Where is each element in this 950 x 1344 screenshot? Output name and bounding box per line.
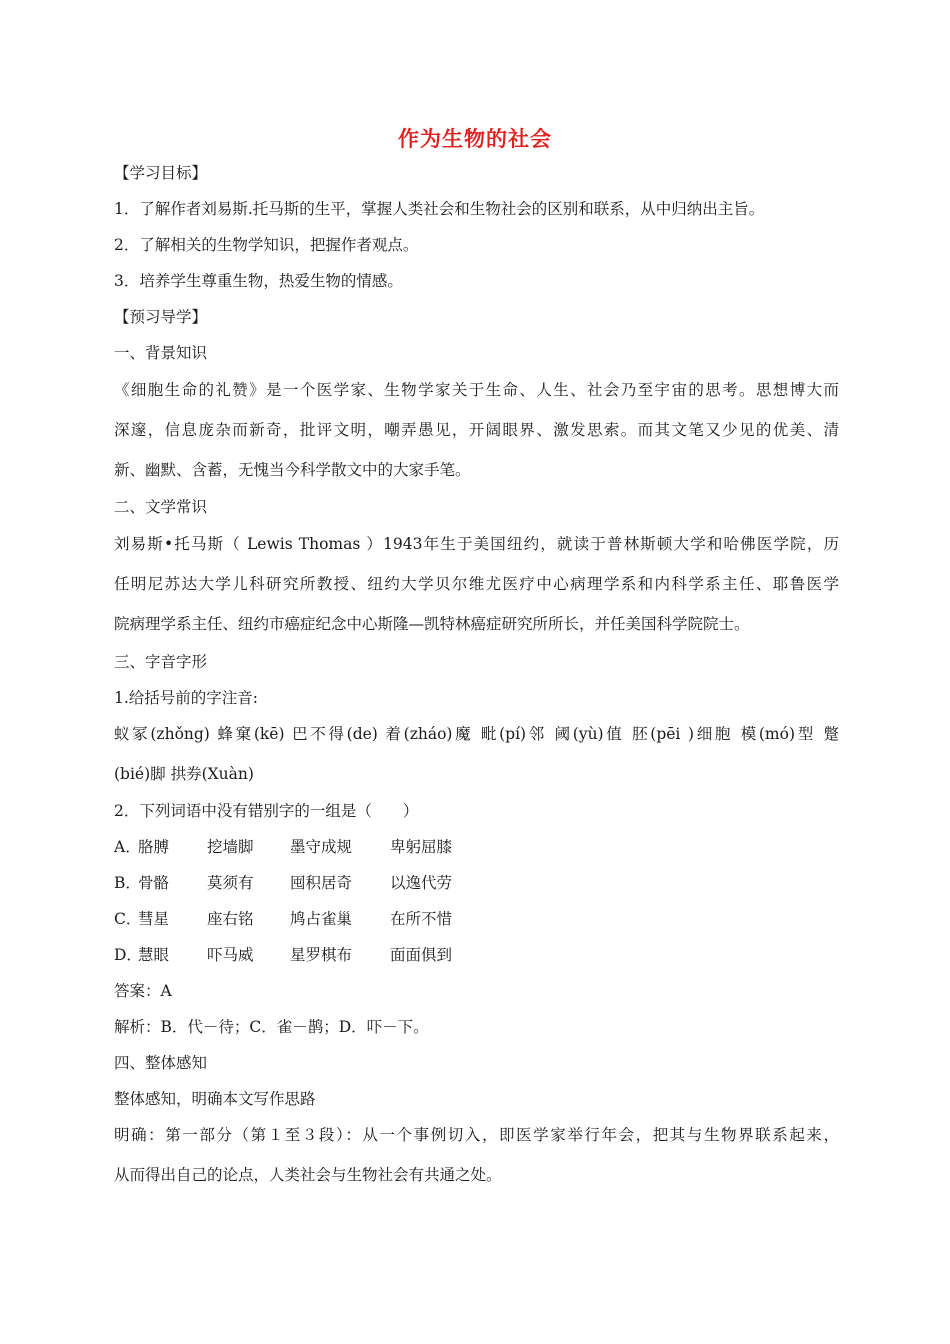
option-word: 彗星 (138, 910, 170, 928)
objective-item: 2．了解相关的生物学知识，把握作者观点。 (114, 236, 419, 254)
literature-paragraph-line: 刘易斯•托马斯（ Lewis Thomas ）1943年生于美国纽约，就读于普林斯顿大学和哈佛医学院，历 (114, 535, 839, 553)
objective-item: 1．了解作者刘易斯.托马斯的生平，掌握人类社会和生物社会的区别和联系，从中归纳出主旨。 (114, 200, 765, 218)
overall-heading: 四、整体感知 (114, 1054, 208, 1072)
option-word: 挖墙脚 (207, 838, 254, 856)
answer-text: 答案：A (114, 982, 172, 1000)
question-1-label: 1.给括号前的字注音: (114, 689, 259, 707)
option-word: 面面俱到 (390, 946, 453, 964)
option-word: 胳膊 (138, 838, 170, 856)
overall-paragraph-line: 从而得出自己的论点，人类社会与生物社会有共通之处。 (114, 1166, 502, 1184)
option-letter: B． (114, 874, 141, 892)
option-word: 骨骼 (138, 874, 170, 892)
option-letter: C． (114, 910, 142, 928)
page-title: 作为生物的社会 (398, 127, 552, 151)
option-letter: D． (114, 946, 142, 964)
background-heading: 一、背景知识 (114, 344, 208, 362)
overall-paragraph-line: 明确：第一部分（第１至３段）：从一个事例切入，即医学家举行年会，把其与生物界联系起来， (114, 1126, 839, 1144)
background-paragraph-line: 《细胞生命的礼赞》是一个医学家、生物学家关于生命、人生、社会乃至宇宙的思考。思想博大而 (114, 381, 839, 399)
option-word: 星罗棋布 (290, 946, 353, 964)
background-paragraph-line: 新、幽默、含蓄，无愧当今科学散文中的大家手笔。 (114, 461, 471, 479)
overall-intro: 整体感知，明确本文写作思路 (114, 1090, 316, 1108)
objective-item: 3．培养学生尊重生物，热爱生物的情感。 (114, 272, 403, 290)
option-letter: A． (114, 838, 141, 856)
literature-paragraph-line: 任明尼苏达大学儿科研究所教授、纽约大学贝尔维尤医疗中心病理学系和内科学系主任、耶鲁医学 (114, 575, 839, 593)
question-2-label: 2．下列词语中没有错别字的一组是（ ） (114, 802, 419, 820)
option-word: 座右铭 (207, 910, 254, 928)
preview-heading: 【预习导学】 (114, 308, 208, 326)
option-word: 墨守成规 (290, 838, 353, 856)
option-word: 在所不惜 (390, 910, 453, 928)
option-word: 以逸代劳 (390, 874, 453, 892)
question-1-line: 蚁冢(zhǒng) 蜂窠(kē) 巴不得(de) 着(zháo)魔 毗(pí)邻 阈(yù)值 胚(pēi )细胞 模(mó)型 蹩 (114, 725, 839, 743)
pronunciation-heading: 三、字音字形 (114, 653, 208, 671)
literature-paragraph-line: 院病理学系主任、纽约市癌症纪念中心斯隆—凯特林癌症研究所所长，并任美国科学院院士。 (114, 615, 750, 633)
question-1-line: (bié)脚 拱券(Xuàn) (114, 765, 254, 783)
option-word: 囤积居奇 (290, 874, 353, 892)
option-word: 吓马威 (207, 946, 254, 964)
option-word: 莫须有 (207, 874, 254, 892)
objectives-heading: 【学习目标】 (114, 164, 208, 182)
background-paragraph-line: 深邃，信息庞杂而新奇，批评文明，嘲弄愚见，开阔眼界、激发思索。而其文笔又少见的优美、清 (114, 421, 839, 439)
literature-heading: 二、文学常识 (114, 498, 208, 516)
option-word: 鸠占雀巢 (290, 910, 353, 928)
analysis-text: 解析：B．代－待；C．雀－鹊；D．吓－下。 (114, 1018, 429, 1036)
option-word: 卑躬屈膝 (390, 838, 453, 856)
option-word: 慧眼 (138, 946, 170, 964)
